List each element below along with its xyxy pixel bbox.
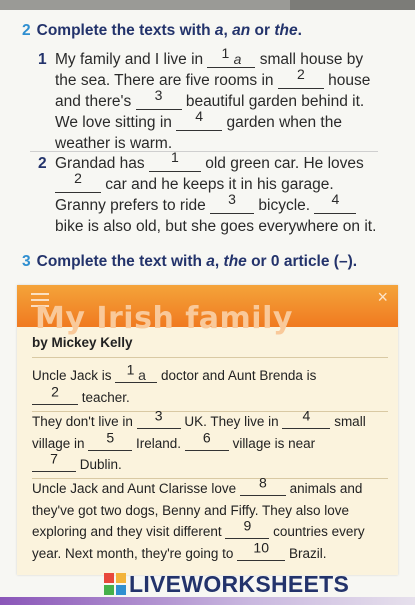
text-fragment: My family and I live in bbox=[55, 51, 208, 68]
card-paragraph-1 bbox=[32, 361, 317, 408]
text-line bbox=[32, 361, 317, 387]
text-line bbox=[55, 190, 400, 216]
heading-sep: , bbox=[223, 22, 233, 39]
filled-answer: a bbox=[233, 51, 242, 67]
blog-card bbox=[17, 285, 398, 575]
blank-number: 10 bbox=[253, 539, 269, 555]
answer-blank[interactable] bbox=[185, 429, 229, 451]
text-fragment: house bbox=[323, 72, 371, 89]
exercise-3-heading bbox=[22, 253, 357, 271]
heading-sep: . bbox=[297, 22, 302, 39]
text-fragment: doctor and Aunt Brenda is bbox=[157, 368, 317, 383]
text-line bbox=[32, 383, 316, 409]
heading-word: an bbox=[232, 22, 251, 39]
close-icon: × bbox=[377, 287, 388, 307]
filled-answer: a bbox=[138, 367, 146, 383]
heading-text: or 0 article (–). bbox=[246, 253, 358, 270]
text-line: weather is warm. bbox=[55, 135, 173, 152]
text-fragment: UK. They live in bbox=[180, 414, 283, 429]
heading-sep: , bbox=[214, 253, 224, 270]
heading-word: a bbox=[214, 22, 224, 39]
text-line bbox=[55, 44, 400, 70]
blank-number: 1 bbox=[171, 148, 179, 165]
text-fragment: old green car. He loves bbox=[200, 155, 364, 172]
text-line bbox=[32, 429, 366, 455]
exercise-number: 3 bbox=[22, 253, 31, 270]
answer-blank[interactable] bbox=[149, 148, 201, 172]
text-line bbox=[32, 407, 366, 433]
heading-word: a bbox=[206, 253, 215, 270]
item-divider bbox=[30, 151, 378, 152]
item-number: 1 bbox=[38, 51, 47, 68]
text-fragment: and there's bbox=[55, 93, 136, 110]
card-divider bbox=[32, 357, 388, 358]
text-fragment: Brazil. bbox=[285, 545, 327, 561]
text-line bbox=[55, 86, 400, 112]
answer-blank[interactable] bbox=[278, 65, 324, 89]
blank-number: 5 bbox=[106, 429, 115, 445]
text-fragment: Ireland. bbox=[132, 435, 185, 451]
text-line: bike is also old, but she goes everywhere on it. bbox=[55, 218, 377, 235]
blank-number: 3 bbox=[154, 86, 163, 103]
text-fragment: car and he keeps it in his garage. bbox=[101, 176, 334, 193]
card-byline: by Mickey Kelly bbox=[32, 335, 133, 350]
answer-blank[interactable] bbox=[237, 539, 285, 561]
answer-blank[interactable] bbox=[210, 190, 254, 214]
answer-blank[interactable] bbox=[115, 361, 157, 383]
blank-number: 7 bbox=[50, 450, 58, 467]
liveworksheets-logo[interactable] bbox=[104, 571, 349, 598]
answer-blank[interactable] bbox=[32, 383, 78, 405]
item-number: 2 bbox=[38, 155, 47, 172]
text-line bbox=[32, 474, 365, 500]
heading-sep: or bbox=[250, 22, 275, 39]
text-line: they've got two dogs, Benny and Fiffy. They also love bbox=[32, 502, 350, 518]
blank-number: 4 bbox=[331, 190, 340, 207]
answer-blank[interactable] bbox=[282, 407, 330, 429]
card-paragraph-3 bbox=[32, 474, 365, 564]
heading-word: the bbox=[274, 22, 298, 39]
answer-blank[interactable] bbox=[32, 450, 76, 472]
blank-number: 4 bbox=[195, 107, 204, 124]
text-fragment: village in bbox=[32, 435, 89, 451]
exercise-2-item-1 bbox=[38, 44, 400, 154]
text-fragment: countries every bbox=[269, 524, 365, 539]
logo-text: LIVEWORKSHEETS bbox=[129, 571, 350, 597]
text-fragment: year. Next month, they're going to bbox=[32, 545, 238, 561]
text-fragment: the sea. There are five rooms in bbox=[55, 72, 278, 89]
blank-number: 6 bbox=[202, 429, 211, 445]
text-fragment: garden when the bbox=[222, 114, 342, 131]
text-fragment: village is near bbox=[228, 435, 316, 451]
answer-blank[interactable] bbox=[55, 169, 101, 193]
blank-number: 4 bbox=[302, 407, 311, 424]
answer-blank[interactable] bbox=[176, 107, 222, 131]
text-line bbox=[32, 450, 366, 476]
text-fragment: Grandad has bbox=[55, 155, 149, 172]
card-title: My Irish family bbox=[35, 301, 293, 336]
answer-blank[interactable] bbox=[88, 429, 132, 451]
heading-word: the bbox=[223, 253, 247, 270]
text-fragment: teacher. bbox=[78, 389, 130, 405]
text-line bbox=[55, 65, 400, 91]
heading-text: Complete the text with bbox=[36, 253, 207, 270]
exercise-2-item-2 bbox=[38, 148, 400, 237]
text-fragment: They don't live in bbox=[32, 414, 137, 429]
top-bar bbox=[0, 0, 415, 10]
blank-number: 3 bbox=[228, 190, 236, 207]
exercise-2-heading bbox=[22, 22, 302, 40]
answer-blank[interactable] bbox=[136, 86, 182, 110]
text-fragment: Granny prefers to ride bbox=[55, 197, 211, 214]
blank-number: 2 bbox=[74, 169, 82, 186]
answer-blank[interactable] bbox=[314, 190, 356, 214]
logo-grid-icon bbox=[104, 573, 126, 595]
blank-number: 9 bbox=[243, 517, 252, 534]
text-fragment: bicycle. bbox=[254, 197, 315, 214]
text-fragment: Dublin. bbox=[76, 457, 122, 472]
blank-number: 2 bbox=[51, 383, 59, 399]
heading-text: Complete the texts with bbox=[36, 22, 215, 39]
text-fragment: small house by bbox=[255, 51, 364, 68]
card-paragraph-2 bbox=[32, 407, 366, 476]
text-line bbox=[55, 148, 400, 174]
blank-number: 8 bbox=[258, 474, 267, 491]
text-fragment: Uncle Jack and Aunt Clarisse love bbox=[32, 481, 240, 496]
answer-blank[interactable] bbox=[207, 44, 255, 68]
text-line bbox=[55, 107, 400, 133]
answer-blank[interactable] bbox=[137, 407, 181, 429]
top-bar-tab bbox=[290, 0, 415, 10]
text-line bbox=[32, 517, 365, 543]
answer-blank[interactable] bbox=[225, 517, 269, 539]
text-fragment: small bbox=[330, 414, 366, 429]
blank-number: 2 bbox=[296, 65, 305, 82]
answer-blank[interactable] bbox=[240, 474, 286, 496]
text-fragment: animals and bbox=[285, 481, 363, 496]
exercise-number: 2 bbox=[22, 22, 31, 39]
bottom-strip bbox=[0, 597, 415, 605]
text-fragment: Uncle Jack is bbox=[32, 368, 116, 383]
blank-number: 3 bbox=[154, 407, 163, 424]
text-fragment: beautiful garden behind it. bbox=[181, 93, 365, 110]
text-line bbox=[32, 539, 365, 565]
blank-number: 1 bbox=[126, 361, 135, 378]
text-fragment: We love sitting in bbox=[55, 114, 177, 131]
blank-number: 1 bbox=[221, 44, 230, 61]
text-fragment: exploring and they visit different bbox=[32, 524, 226, 539]
